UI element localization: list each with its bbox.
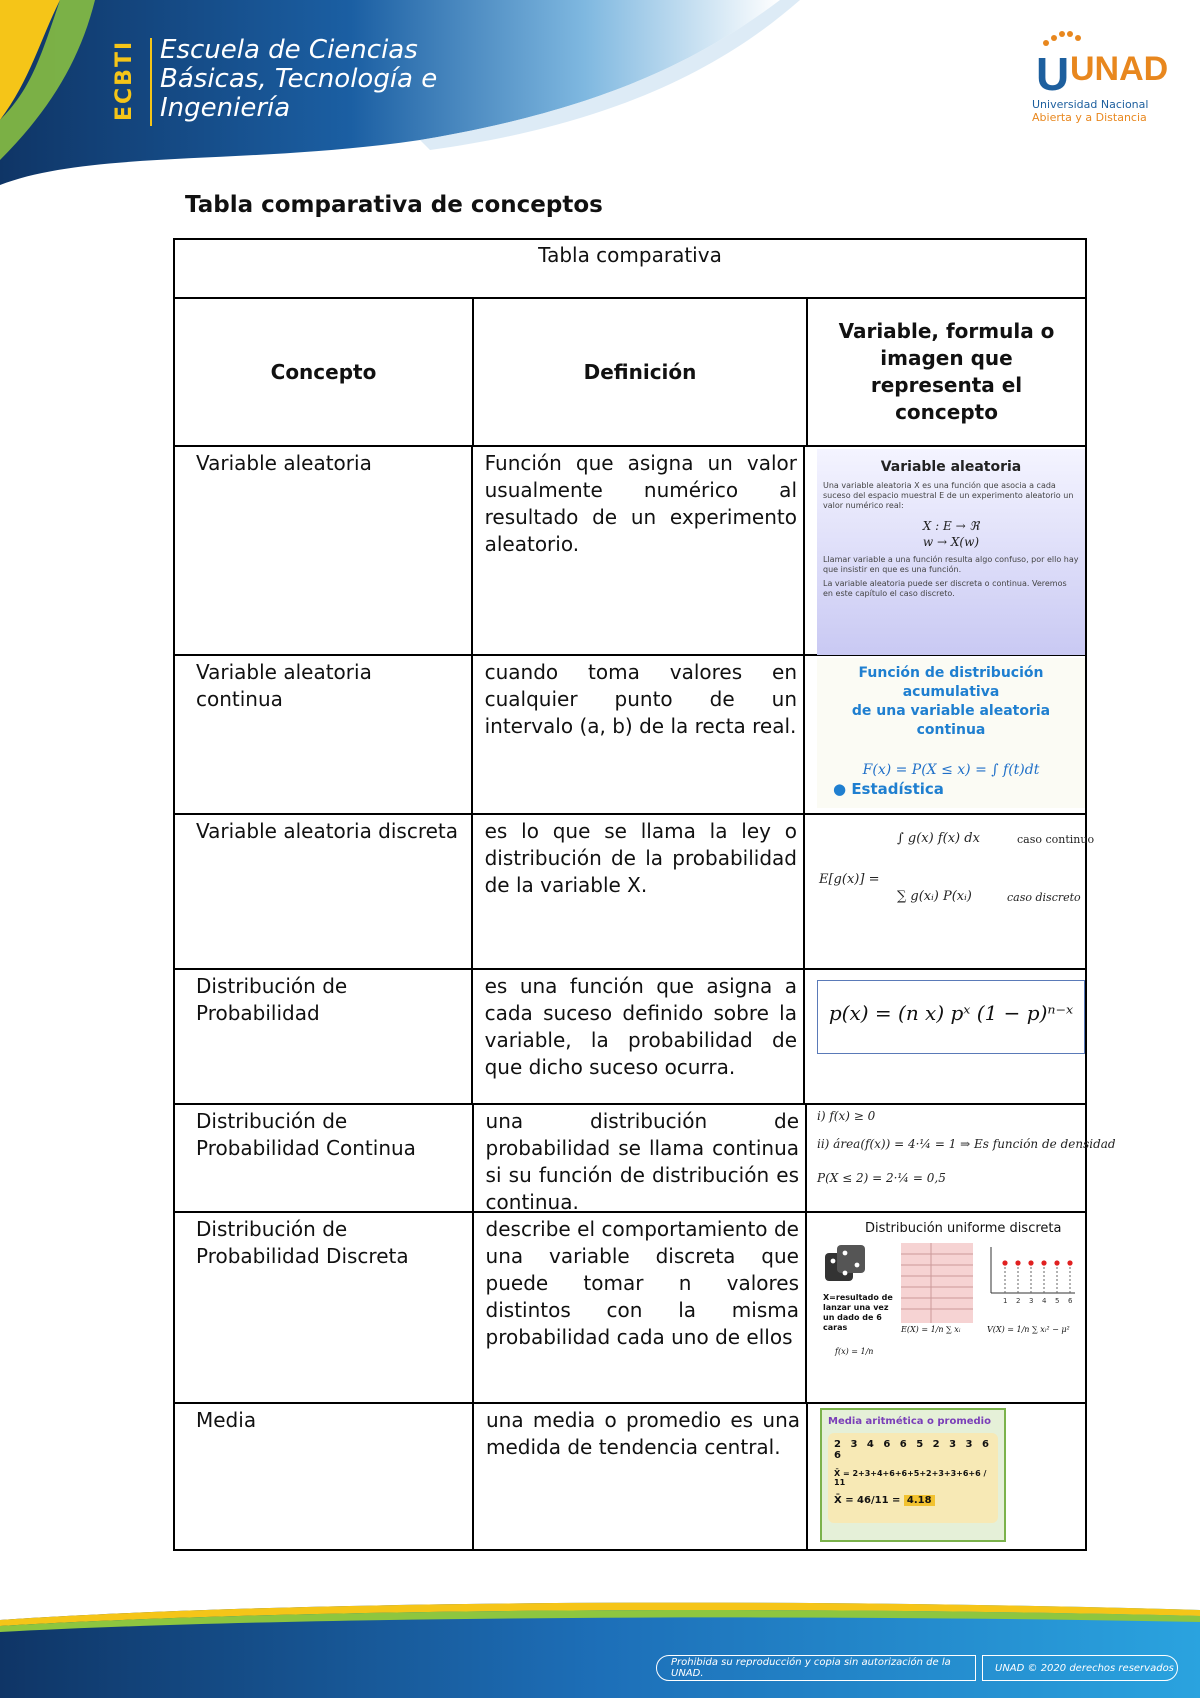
cell-image <box>807 1213 1085 1402</box>
document-title: Tabla comparativa de conceptos <box>185 192 603 218</box>
school-name <box>160 36 437 123</box>
axis-tick: 4 <box>1042 1297 1047 1305</box>
cell-concept: Media <box>175 1404 474 1549</box>
logo-line-2: Abierta y a Distancia <box>1032 111 1147 124</box>
cell-concept: Variable aleatoria continua <box>175 656 473 813</box>
random-variable-image <box>817 449 1085 655</box>
cell-concept: Variable aleatoria <box>175 447 473 654</box>
image-formula: F(x) = P(X ≤ x) = ∫ f(t)dt <box>862 762 1040 778</box>
unad-logo-mark <box>1032 28 1169 100</box>
image-title: Distribución uniforme discreta <box>865 1221 1062 1236</box>
sample-numbers: 2 3 4 6 6 5 2 3 3 6 6 <box>834 1439 992 1461</box>
page-header <box>0 0 1200 190</box>
mean-result: X̄ = 46/11 = 4.18 <box>834 1495 992 1506</box>
cell-concept: Distribución de Probabilidad Discreta <box>175 1213 474 1402</box>
header-representation: Variable, formula o imagen que representa el concepto <box>838 319 1055 424</box>
cell-definition: una distribución de probabilidad se llama continua si su función de distribución es continua. <box>474 1105 807 1211</box>
table-row <box>175 1213 1085 1404</box>
unad-logo <box>1032 28 1169 128</box>
formula-lhs: E[g(x)] = <box>819 872 880 887</box>
logo-line-1: Universidad Nacional <box>1032 98 1149 111</box>
cell-image <box>805 815 1095 968</box>
acronym-divider <box>150 38 152 126</box>
school-name-line-3: Ingeniería <box>160 93 291 123</box>
footer-copy-notice: Prohibida su reproducción y copia sin autorización de la UNAD. <box>656 1655 976 1681</box>
density-function-image <box>815 1107 1116 1207</box>
ecbti-acronym: ECBTI <box>112 39 137 121</box>
cell-image <box>805 970 1085 1103</box>
formula-continuous: ∫ g(x) f(x) dx <box>897 831 980 846</box>
svg-text:U: U <box>1036 48 1070 100</box>
dice-label: X=resultado de lanzar una vez un dado de 6 caras <box>823 1293 893 1332</box>
pmf-plot-graphic <box>985 1243 1077 1313</box>
footer-band-graphic <box>0 1590 1200 1698</box>
variance-formula: V(X) = 1/n ∑ xᵢ² − μ² <box>987 1325 1070 1334</box>
cell-definition: Función que asigna un valor usualmente numérico al resultado de un experimento aleatorio. <box>473 447 805 654</box>
table-row <box>175 1404 1085 1549</box>
cell-image <box>805 656 1085 813</box>
image-brand: ● Estadística <box>833 780 944 798</box>
cell-image <box>808 1404 1085 1549</box>
header-definition: Definición <box>474 299 808 445</box>
image-title: Función de distribución acumulativa <box>858 665 1044 700</box>
axis-tick: 2 <box>1016 1297 1021 1305</box>
image-title: Variable aleatoria <box>880 459 1022 475</box>
formula-continuous-label: caso continuo <box>1017 833 1095 846</box>
table-header-row <box>175 299 1085 447</box>
density-line-1: i) f(x) ≥ 0 <box>817 1109 876 1123</box>
header-concept: Concepto <box>175 299 474 445</box>
axis-tick: 3 <box>1029 1297 1034 1305</box>
image-title: Media aritmética o promedio <box>828 1416 991 1427</box>
formula-discrete: ∑ g(xᵢ) P(xᵢ) <box>897 889 972 904</box>
formula-discrete-label: caso discreto <box>1007 891 1081 904</box>
cell-concept: Distribución de Probabilidad Continua <box>175 1105 474 1211</box>
cell-definition: cuando toma valores en cualquier punto de un intervalo (a, b) de la recta real. <box>473 656 805 813</box>
mean-result-value: 4.18 <box>904 1495 935 1506</box>
cdf-image <box>817 658 1085 808</box>
binomial-formula-image: p(x) = (n x) pˣ (1 − p)ⁿ⁻ˣ <box>817 980 1085 1054</box>
logo-wordmark: UNAD <box>1070 50 1169 88</box>
density-line-2: ii) área(f(x)) = 4·¼ = 1 ⇒ Es función de densidad <box>817 1137 1116 1151</box>
mean-formula: E(X) = 1/n ∑ xᵢ <box>901 1325 961 1334</box>
dice-icon <box>823 1243 869 1289</box>
page-footer <box>0 1590 1200 1698</box>
image-title: de una variable aleatoria continua <box>851 703 1051 738</box>
table-row <box>175 815 1095 970</box>
table-row <box>175 970 1085 1105</box>
school-name-line-2: Básicas, Tecnología e <box>160 64 438 94</box>
table-row <box>175 1105 1116 1214</box>
table-caption: Tabla comparativa <box>175 240 1085 299</box>
footer-copyright: UNAD © 2020 derechos reservados <box>982 1655 1178 1681</box>
axis-tick: 6 <box>1068 1297 1073 1305</box>
expectation-image <box>817 817 1095 967</box>
table-row <box>175 447 1085 656</box>
density-line-3: P(X ≤ 2) = 2·¼ = 0,5 <box>817 1171 946 1185</box>
axis-tick: 1 <box>1003 1297 1008 1305</box>
cell-image <box>807 1105 1116 1211</box>
school-name-line-1: Escuela de Ciencias <box>160 35 418 65</box>
cell-concept: Distribución de Probabilidad <box>175 970 473 1103</box>
comparison-table <box>173 238 1116 1551</box>
uniform-discrete-image <box>815 1215 1085 1385</box>
cell-image <box>805 447 1085 654</box>
image-brand-text: Estadística <box>851 780 944 798</box>
mean-formula: X̄ = 2+3+4+6+6+5+2+3+3+6+6 / 11 <box>834 1469 987 1487</box>
image-formula: X : E → ℜ <box>922 519 980 533</box>
pmf-formula: f(x) = 1/n <box>835 1347 874 1356</box>
cell-concept: Variable aleatoria discreta <box>175 815 473 968</box>
axis-tick: 5 <box>1055 1297 1060 1305</box>
mean-image <box>820 1408 1006 1542</box>
mean-calculation-box <box>828 1433 998 1523</box>
image-text: La variable aleatoria puede ser discreta o continua. Veremos en este capítulo el caso discreto. <box>823 579 1067 598</box>
cell-definition: describe el comportamiento de una variable discreta que puede tomar n valores distintos con la misma probabilidad cada uno de ellos <box>474 1213 807 1402</box>
image-text: Una variable aleatoria X es una función que asocia a cada suceso del espacio muestral E de un experimento aleatorio un valor numérico real: <box>823 481 1074 510</box>
cell-definition: una media o promedio es una medida de tendencia central. <box>474 1404 808 1549</box>
image-formula: w → X(w) <box>922 535 980 549</box>
cell-definition: es una función que asigna a cada suceso definido sobre la variable, la probabilidad de que dicho suceso ocurra. <box>473 970 805 1103</box>
image-text: Llamar variable a una función resulta algo confuso, por ello hay que insistir en que es una función. <box>823 555 1079 574</box>
cell-definition: es lo que se llama la ley o distribución de la probabilidad de la variable X. <box>473 815 805 968</box>
probability-table-graphic <box>901 1243 973 1323</box>
table-row <box>175 656 1085 815</box>
